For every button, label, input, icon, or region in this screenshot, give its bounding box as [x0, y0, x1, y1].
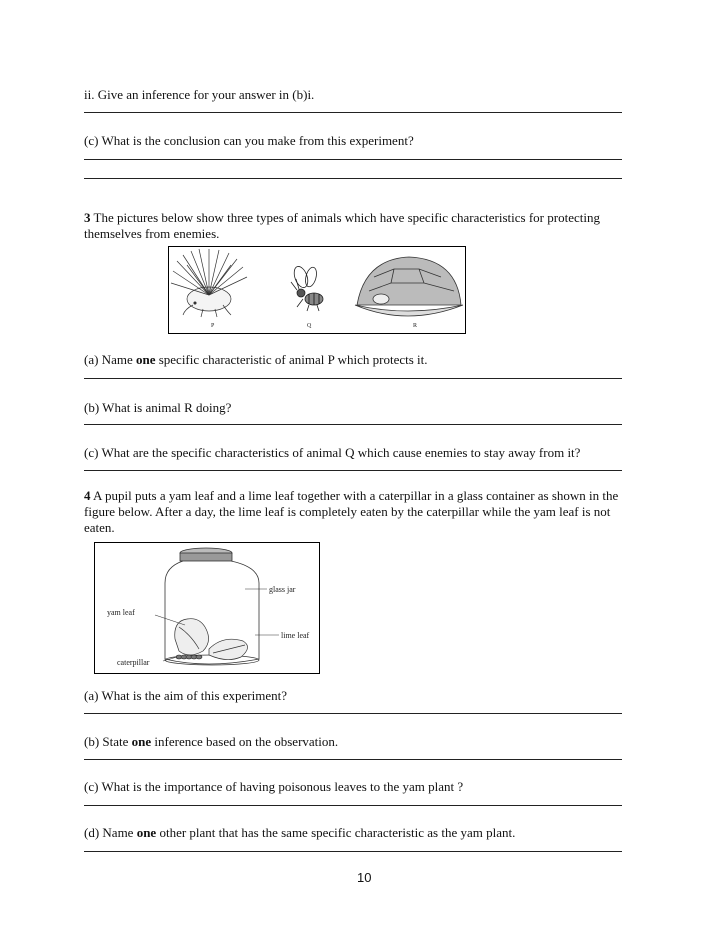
- question-3-a: [84, 352, 428, 368]
- answer-line: [84, 851, 622, 852]
- answer-line: [84, 159, 622, 160]
- question-4-intro-line-2: figure below. After a day, the lime leaf is completely eaten by the caterpillar while the yam leaf is not: [84, 504, 611, 519]
- answer-line: [84, 112, 622, 113]
- answer-line: [84, 805, 622, 806]
- question-4-c: (c) What is the importance of having poisonous leaves to the yam plant ?: [84, 779, 464, 794]
- question-3-b: (b) What is animal R doing?: [84, 400, 232, 415]
- animals-illustration: [169, 247, 465, 333]
- label-q: Q: [307, 323, 312, 329]
- answer-line: [84, 470, 622, 471]
- page-number: 10: [357, 870, 372, 885]
- yam-leaf-label: yam leaf: [107, 608, 135, 617]
- answer-line: [84, 759, 622, 760]
- tortoise-icon: [355, 257, 463, 316]
- bee-icon: [291, 265, 323, 311]
- text: (d) Name: [84, 825, 137, 840]
- question-2-c: (c) What is the conclusion can you make from this experiment?: [84, 133, 414, 148]
- question-3-intro-line-2: themselves from enemies.: [84, 226, 220, 241]
- question-4-d: [84, 825, 515, 841]
- leaves-icon: [175, 619, 248, 660]
- jar-figure: [94, 542, 320, 674]
- emphasis: one: [136, 825, 157, 840]
- caterpillar-label: caterpillar: [117, 658, 150, 667]
- question-3-c: (c) What are the specific characteristics of animal Q which cause enemies to stay away from it?: [84, 445, 581, 460]
- text: (a) Name: [84, 352, 136, 367]
- answer-line: [84, 378, 622, 379]
- question-3-intro-line-1: [84, 210, 600, 226]
- answer-line: [84, 178, 622, 179]
- text: inference based on the observation.: [151, 734, 339, 749]
- jar-illustration: [95, 543, 319, 673]
- label-r: R: [413, 323, 418, 329]
- question-4-a: (a) What is the aim of this experiment?: [84, 688, 287, 703]
- intro-text: A pupil puts a yam leaf and a lime leaf together with a caterpillar in a glass container as shown in the: [93, 488, 619, 503]
- lime-leaf-label: lime leaf: [281, 631, 310, 640]
- porcupine-icon: [171, 249, 247, 317]
- question-4-b: [84, 734, 338, 750]
- label-p: P: [211, 323, 215, 329]
- emphasis: one: [131, 734, 152, 749]
- caterpillar-icon: [176, 655, 202, 659]
- question-4-intro-line-1: [84, 488, 618, 504]
- question-4-intro-line-3: eaten.: [84, 520, 115, 535]
- glass-jar-label: glass jar: [269, 585, 296, 594]
- question-2-b-ii: ii. Give an inference for your answer in (b)i.: [84, 87, 315, 102]
- text: specific characteristic of animal P which protects it.: [155, 352, 428, 367]
- text: other plant that has the same specific characteristic as the yam plant.: [156, 825, 516, 840]
- intro-text: The pictures below show three types of animals which have specific characteristics for protecting: [93, 210, 600, 225]
- question-number: 4: [84, 488, 91, 503]
- animals-figure: [168, 246, 466, 334]
- question-number: 3: [84, 210, 91, 225]
- emphasis: one: [135, 352, 156, 367]
- answer-line: [84, 713, 622, 714]
- answer-line: [84, 424, 622, 425]
- text: (b) State: [84, 734, 132, 749]
